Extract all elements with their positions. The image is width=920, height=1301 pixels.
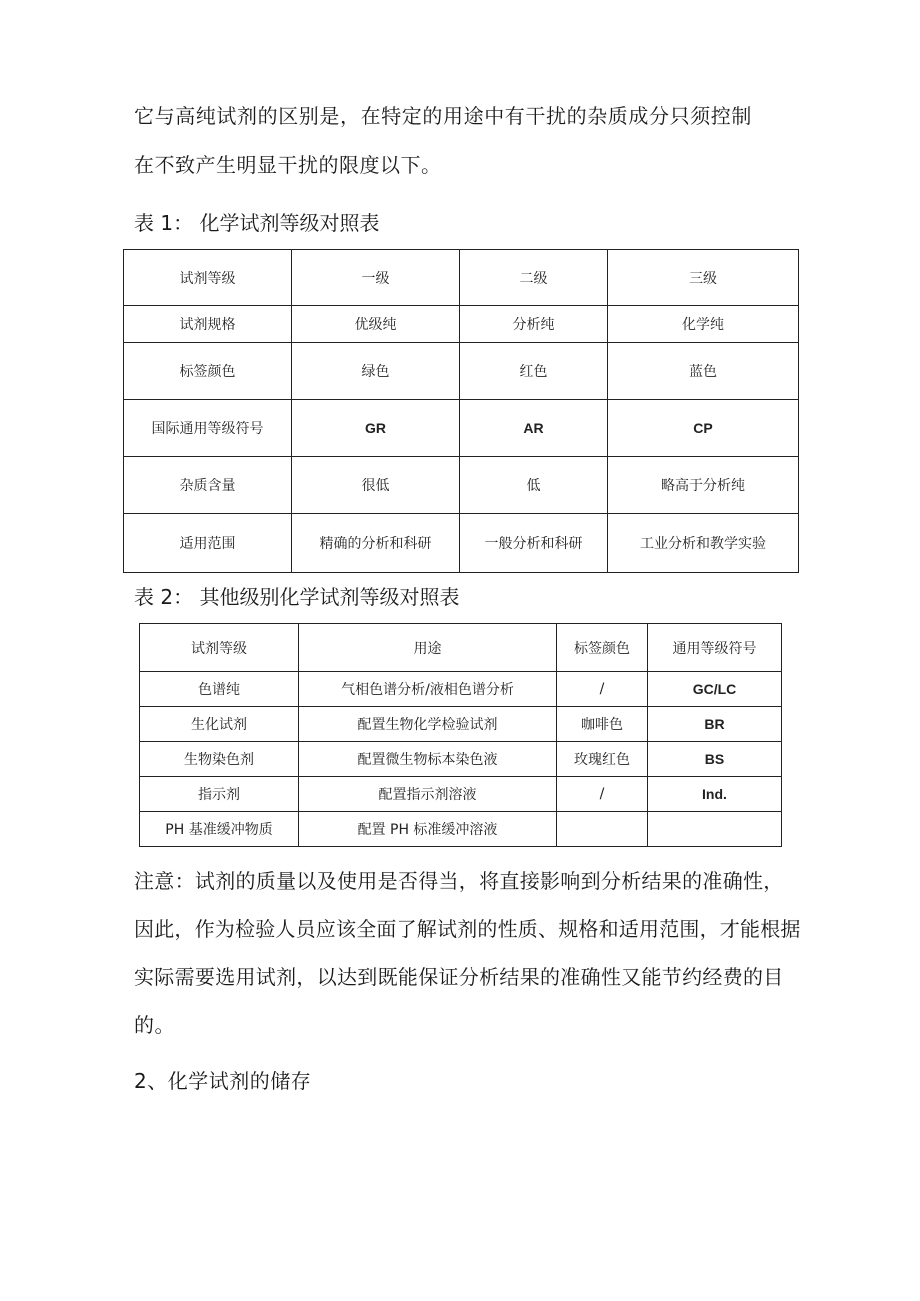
table-header-cell: 试剂等级	[124, 250, 292, 306]
table-cell: 试剂规格	[124, 306, 292, 343]
table-cell: 配置生物化学检验试剂	[299, 707, 557, 742]
table-row	[140, 672, 782, 707]
table-header-cell: 通用等级符号	[648, 624, 782, 672]
intro-line-1: 它与高纯试剂的区别是，在特定的用途中有干扰的杂质成分只须控制	[134, 104, 752, 128]
table-cell: 配置微生物标本染色液	[299, 742, 557, 777]
table-row	[140, 812, 782, 847]
table-cell: 咖啡色	[557, 707, 648, 742]
table-cell: 生化试剂	[140, 707, 299, 742]
table-cell: 配置 PH 标准缓冲溶液	[299, 812, 557, 847]
table-cell: 分析纯	[460, 306, 608, 343]
table-cell: PH 基准缓冲物质	[140, 812, 299, 847]
table-cell: 国际通用等级符号	[124, 400, 292, 457]
table-header-cell: 三级	[608, 250, 799, 306]
table-cell: 色谱纯	[140, 672, 299, 707]
table-cell: /	[557, 777, 648, 812]
grade-symbol-cell: GC/LC	[648, 672, 782, 707]
table2-caption: 表 2： 其他级别化学试剂等级对照表	[134, 585, 460, 609]
table-cell: 略高于分析纯	[608, 457, 799, 514]
table-row	[124, 514, 799, 573]
table-cell	[557, 812, 648, 847]
table-cell: 很低	[292, 457, 460, 514]
table-header-cell: 试剂等级	[140, 624, 299, 672]
grade-symbol-cell	[648, 812, 782, 847]
table-header-row	[140, 624, 782, 672]
table-cell: 优级纯	[292, 306, 460, 343]
table-cell: 红色	[460, 343, 608, 400]
table-header-cell: 一级	[292, 250, 460, 306]
grade-symbol-cell: BS	[648, 742, 782, 777]
table-cell: 生物染色剂	[140, 742, 299, 777]
table-header-cell: 二级	[460, 250, 608, 306]
table-row	[140, 777, 782, 812]
table-cell: 指示剂	[140, 777, 299, 812]
table-cell: 杂质含量	[124, 457, 292, 514]
table-cell: 精确的分析和科研	[292, 514, 460, 573]
intro-line-2: 在不致产生明显干扰的限度以下。	[134, 153, 442, 177]
table-row	[124, 457, 799, 514]
other-grades-table	[139, 623, 782, 847]
table-cell: 玫瑰红色	[557, 742, 648, 777]
table-cell: 蓝色	[608, 343, 799, 400]
table-row	[140, 742, 782, 777]
table-cell: 低	[460, 457, 608, 514]
table-cell: 化学纯	[608, 306, 799, 343]
note-line-4: 的。	[134, 1013, 175, 1037]
table-row	[140, 707, 782, 742]
table-cell: 工业分析和教学实验	[608, 514, 799, 573]
note-line-2: 因此，作为检验人员应该全面了解试剂的性质、规格和适用范围，才能根据	[134, 917, 801, 941]
grade-symbol-cell: BR	[648, 707, 782, 742]
table-cell: 配置指示剂溶液	[299, 777, 557, 812]
section-heading: 2、化学试剂的储存	[134, 1069, 312, 1093]
table-row	[124, 306, 799, 343]
note-line-3: 实际需要选用试剂，以达到既能保证分析结果的准确性又能节约经费的目	[134, 965, 784, 989]
table-header-row	[124, 250, 799, 306]
grade-symbol-cell: Ind.	[648, 777, 782, 812]
table-cell: 一般分析和科研	[460, 514, 608, 573]
table1-caption: 表 1： 化学试剂等级对照表	[134, 211, 380, 235]
table-row	[124, 343, 799, 400]
table-row	[124, 400, 799, 457]
table-header-cell: 用途	[299, 624, 557, 672]
note-line-1: 注意：试剂的质量以及使用是否得当，将直接影响到分析结果的准确性，	[134, 869, 784, 893]
grade-symbol-cell: GR	[292, 400, 460, 457]
table-cell: 适用范围	[124, 514, 292, 573]
table-header-cell: 标签颜色	[557, 624, 648, 672]
grade-symbol-cell: CP	[608, 400, 799, 457]
table-cell: /	[557, 672, 648, 707]
table-cell: 气相色谱分析/液相色谱分析	[299, 672, 557, 707]
grade-comparison-table	[123, 249, 799, 573]
table-cell: 标签颜色	[124, 343, 292, 400]
grade-symbol-cell: AR	[460, 400, 608, 457]
table-cell: 绿色	[292, 343, 460, 400]
